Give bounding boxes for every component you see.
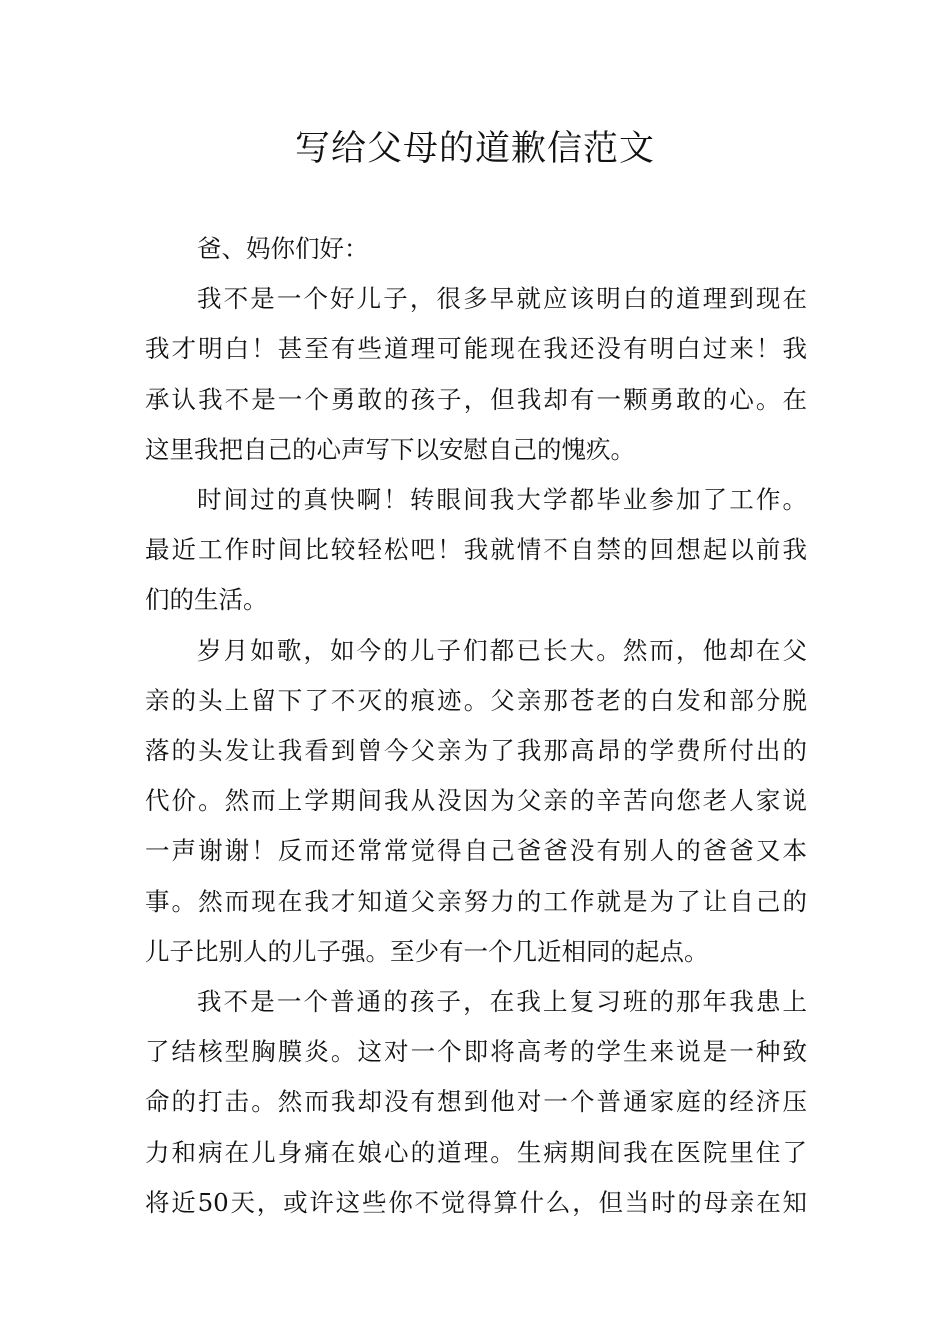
paragraph-line: 命的打击。然而我却没有想到他对一个普通家庭的经济压 [145, 1087, 807, 1117]
paragraph-line: 时间过的真快啊！转眼间我大学都毕业参加了工作。 [197, 485, 807, 515]
paragraph-line: 亲的头上留下了不灭的痕迹。父亲那苍老的白发和部分脱 [145, 685, 807, 715]
paragraph-line: 我不是一个好儿子，很多早就应该明白的道理到现在 [197, 284, 807, 314]
paragraph-line: 代价。然而上学期间我从没因为父亲的辛苦向您老人家说 [145, 786, 807, 816]
paragraph-line: 一声谢谢！反而还常常觉得自己爸爸没有别人的爸爸又本 [145, 836, 807, 866]
paragraph-3 [145, 626, 807, 977]
letter-body [145, 224, 807, 1228]
paragraph-line: 了结核型胸膜炎。这对一个即将高考的学生来说是一种致 [145, 1037, 807, 1067]
paragraph-line: 力和病在儿身痛在娘心的道理。生病期间我在医院里住了 [145, 1137, 807, 1167]
paragraph-line: 儿子比别人的儿子强。至少有一个几近相同的起点。 [145, 936, 709, 966]
paragraph-line: 最近工作时间比较轻松吧！我就情不自禁的回想起以前我 [145, 535, 807, 565]
document-title: 写给父母的道歉信范文 [294, 129, 655, 169]
paragraph-line: 这里我把自己的心声写下以安慰自己的愧疚。 [145, 434, 635, 464]
paragraph-line: 岁月如歌，如今的儿子们都已长大。然而，他却在父 [197, 635, 807, 665]
paragraph-1 [145, 274, 807, 475]
paragraph-line: 们的生活。 [145, 585, 268, 615]
paragraph-line: 将近50天，或许这些你不觉得算什么，但当时的母亲在知 [145, 1187, 807, 1217]
paragraph-line: 事。然而现在我才知道父亲努力的工作就是为了让自己的 [145, 886, 807, 916]
paragraph-line: 我不是一个普通的孩子，在我上复习班的那年我患上 [197, 987, 807, 1017]
greeting-paragraph [145, 224, 807, 274]
paragraph-2 [145, 475, 807, 626]
paragraph-line: 我才明白！甚至有些道理可能现在我还没有明白过来！我 [145, 334, 807, 364]
paragraph-4 [145, 977, 807, 1228]
paragraph-line: 承认我不是一个勇敢的孩子，但我却有一颗勇敢的心。在 [145, 384, 807, 414]
greeting-line: 爸、妈你们好： [197, 234, 369, 263]
paragraph-line: 落的头发让我看到曾今父亲为了我那高昂的学费所付出的 [145, 736, 807, 766]
